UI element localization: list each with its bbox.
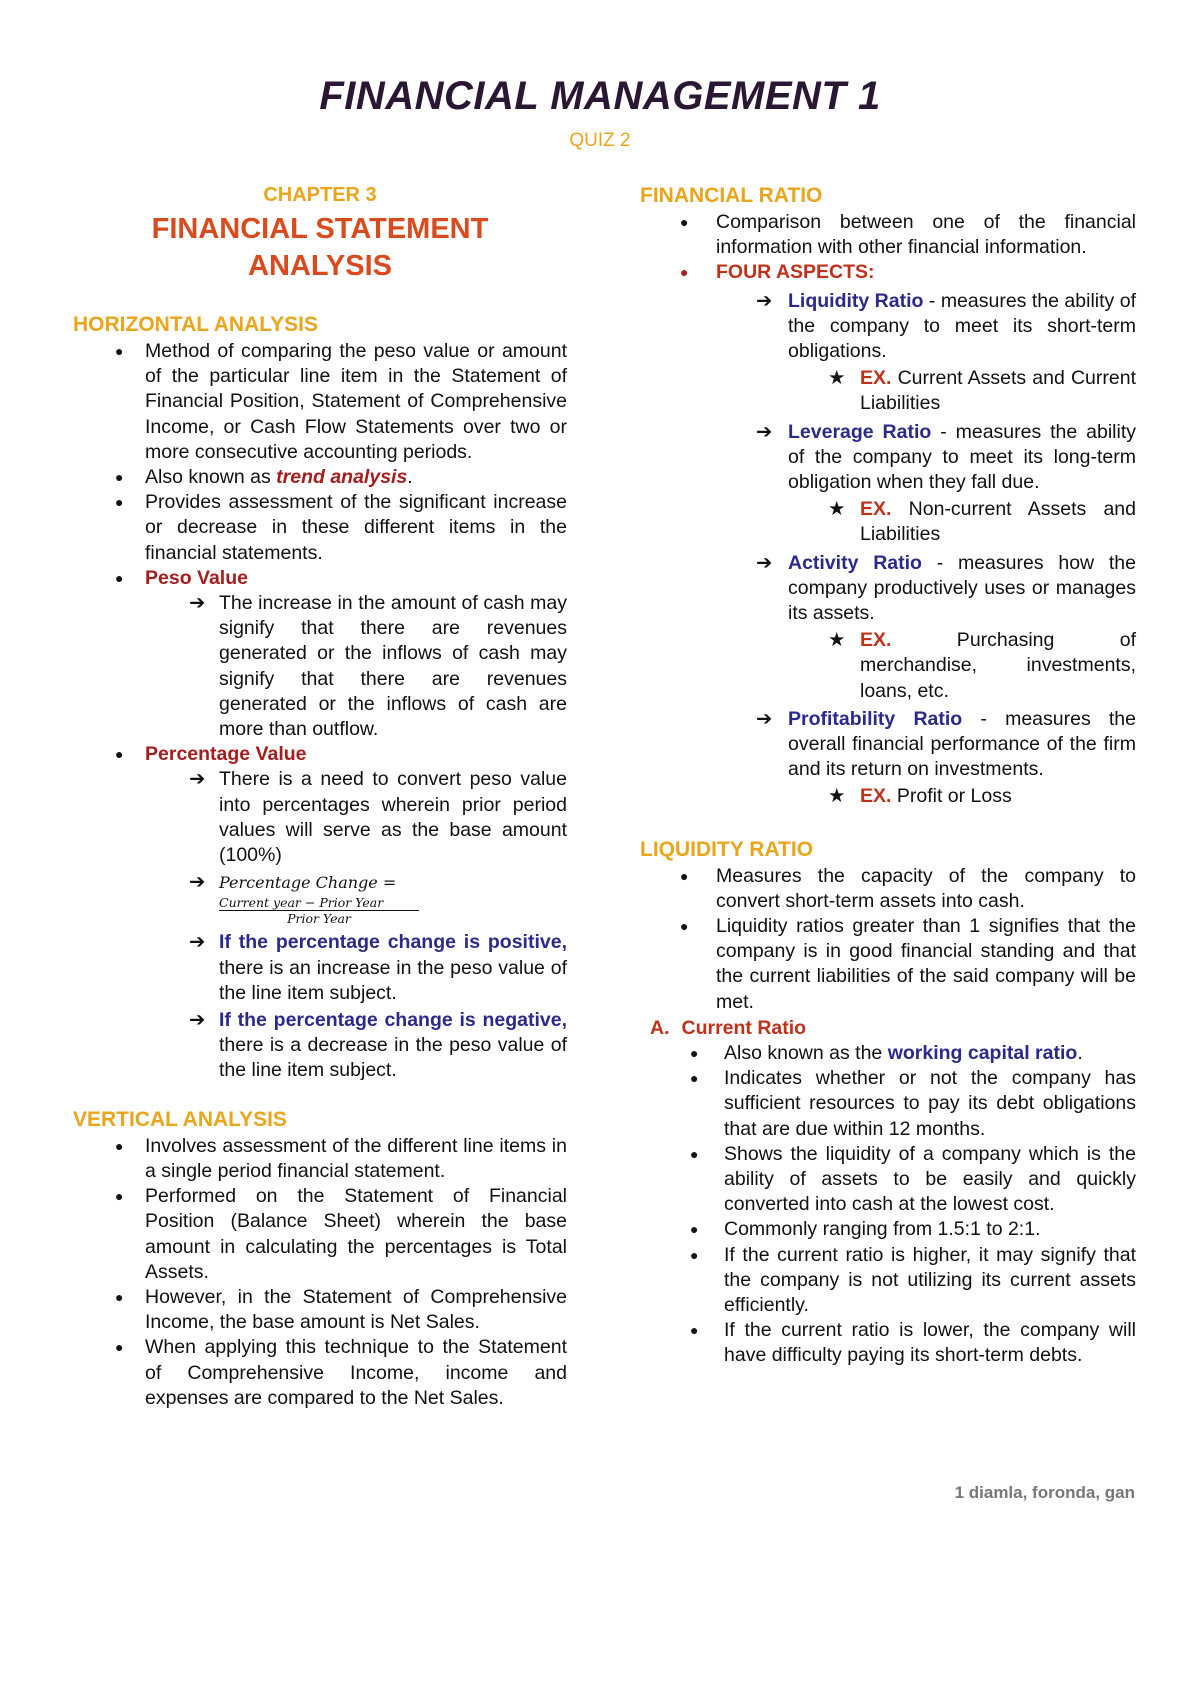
list-item: ● Indicates whether or not the company has sufficient resources to pay its debt obligations that are due within 12 months.: [690, 1067, 1136, 1140]
bullet-icon: ●: [690, 1246, 699, 1263]
list-item: ● Provides assessment of the significant increase or decrease in these different items in the financial statements.: [115, 491, 567, 564]
list-item: ★ EX. Profit or Loss: [640, 784, 1136, 809]
bullet-icon: ●: [115, 746, 124, 763]
list-item: ➔ Activity Ratio - measures how the company productively uses or manages its assets.: [756, 551, 1136, 625]
chapter-title: [73, 211, 567, 285]
formula-denominator: Prior Year: [287, 911, 351, 927]
arrow-icon: ➔: [756, 551, 773, 574]
list-item: ● Commonly ranging from 1.5:1 to 2:1.: [640, 1217, 1136, 1242]
trend-analysis-term: trend analysis: [276, 466, 408, 489]
list-item: ● If the current ratio is lower, the company will have difficulty paying its short-term debts.: [690, 1319, 1136, 1367]
list-item: ● Liquidity ratios greater than 1 signifies that the company is in good financial standing and that the current liabilities of the said company will be met.: [680, 915, 1136, 1013]
horizontal-analysis-list: [73, 339, 567, 1084]
bullet-icon: ●: [690, 1044, 699, 1061]
chapter-label: CHAPTER 3: [263, 184, 377, 206]
financial-ratio-heading: FINANCIAL RATIO: [640, 184, 823, 207]
list-item: ➔ Leverage Ratio - measures the ability of the company to meet its long-term obligation when they fall due.: [756, 420, 1136, 494]
page-title: FINANCIAL MANAGEMENT 1: [319, 74, 881, 118]
bullet-icon: ●: [115, 1137, 124, 1154]
list-item: ● Also known as the working capital ratio.: [640, 1041, 1136, 1066]
list-item: ➔ Profitability Ratio - measures the overall financial performance of the firm and its return on investments.: [756, 707, 1136, 781]
list-item: ● Comparison between one of the financial information with other financial information.: [680, 211, 1136, 259]
financial-ratio-list: [640, 210, 1136, 810]
list-item: ● Involves assessment of the different line items in a single period financial statement.: [115, 1134, 567, 1182]
bullet-icon: ●: [115, 1288, 124, 1305]
percentage-value-heading: Percentage Value: [145, 743, 307, 766]
bullet-icon: ●: [690, 1322, 699, 1339]
star-icon: ★: [828, 629, 846, 652]
bullet-icon: ●: [115, 1339, 124, 1356]
list-item: ● When applying this technique to the Statement of Comprehensive Income, income and expenses are compared to the Net Sales.: [115, 1336, 567, 1409]
list-item: ● Measures the capacity of the company to convert short-term assets into cash.: [680, 864, 1136, 912]
bullet-icon: ●: [680, 214, 689, 230]
formula-item: [73, 870, 567, 926]
list-item: [73, 566, 567, 591]
four-aspects-label: FOUR ASPECTS:: [716, 261, 875, 284]
horizontal-analysis-heading: HORIZONTAL ANALYSIS: [73, 313, 319, 336]
list-item: ● Performed on the Statement of Financial Position (Balance Sheet) wherein the base amount in calculating the percentages is Total Assets.: [115, 1185, 567, 1283]
arrow-icon: ➔: [189, 931, 206, 954]
arrow-icon: ➔: [756, 289, 773, 312]
left-column: [73, 184, 567, 1411]
bullet-icon: ●: [115, 494, 124, 511]
list-item: ➔ If the percentage change is negative, there is a decrease in the peso value of the line item subject.: [189, 1009, 567, 1082]
chapter-title-line2: ANALYSIS: [248, 250, 392, 282]
list-item: ★ EX. Purchasing of merchandise, investments, loans, etc.: [828, 629, 1136, 702]
arrow-icon: ➔: [189, 1009, 206, 1032]
liquidity-ratio-heading: LIQUIDITY RATIO: [640, 837, 814, 861]
vertical-analysis-heading: VERTICAL ANALYSIS: [73, 1107, 287, 1131]
list-item: ➔ If the percentage change is positive, there is an increase in the peso value of the line item subject.: [189, 931, 567, 1004]
list-item: ➔ Liquidity Ratio - measures the ability of the company to meet its short-term obligations.: [756, 289, 1136, 363]
list-item: ★ EX. Non-current Assets and Liabilities: [828, 498, 1136, 546]
page-footer: 1 diamla, foronda, gan: [954, 1483, 1135, 1502]
list-item: ➔ There is a need to convert peso value into percentages wherein prior period values will serve as the base amount (100%): [189, 768, 567, 867]
list-item: ● If the current ratio is higher, it may signify that the company is not utilizing its current assets efficiently.: [690, 1243, 1136, 1316]
bullet-icon: ●: [690, 1145, 699, 1162]
bullet-icon: ●: [115, 1188, 124, 1205]
arrow-icon: ➔: [189, 592, 206, 615]
bullet-icon: ●: [680, 867, 689, 884]
arrow-icon: ➔: [756, 707, 773, 730]
right-column: [640, 184, 1136, 1369]
arrow-icon: ➔: [189, 871, 206, 894]
liquidity-ratio-list: [640, 864, 1136, 1015]
bullet-icon: ●: [115, 469, 124, 486]
bullet-icon: ●: [115, 569, 124, 586]
list-item: ● Method of comparing the peso value or amount of the particular line item in the Statement of Financial Position, Statement of Comprehensive Income, or Cash Flow Statements over two or more consecutive accounting periods.: [115, 340, 567, 463]
list-item: ● However, in the Statement of Comprehensive Income, the base amount is Net Sales.: [115, 1285, 567, 1334]
current-ratio-heading: A. Current Ratio: [650, 1016, 807, 1039]
bullet-icon: ●: [680, 918, 689, 935]
list-item: ★ EX. Current Assets and Current Liabilities: [828, 367, 1136, 415]
peso-value-heading: Peso Value: [145, 566, 248, 589]
list-item: ● Also known as trend analysis.: [73, 465, 567, 490]
formula-fraction: [219, 895, 567, 926]
star-icon: ★: [828, 498, 846, 521]
star-icon: ★: [828, 785, 846, 808]
list-item: [73, 742, 567, 767]
arrow-icon: ➔: [189, 768, 206, 791]
chapter-title-line1: FINANCIAL STATEMENT: [151, 213, 489, 245]
bullet-icon: ●: [690, 1221, 699, 1238]
page-subtitle: QUIZ 2: [569, 130, 631, 151]
star-icon: ★: [828, 367, 846, 390]
current-ratio-list: [640, 1041, 1136, 1369]
vertical-analysis-list: [73, 1134, 567, 1411]
formula-numerator: Current year − Prior Year: [219, 895, 419, 911]
bullet-icon: ●: [115, 343, 124, 359]
list-item: ➔ The increase in the amount of cash may signify that there are revenues generated or the inflows of cash may signify that there are revenues generated or the inflows of cash are more than outflow.: [189, 592, 567, 741]
bullet-icon: ●: [680, 264, 689, 281]
list-item: ● Shows the liquidity of a company which is the ability of assets to be easily and quickly converted into cash at the lowest cost.: [690, 1142, 1136, 1216]
formula-lhs: Percentage Change =: [219, 873, 397, 893]
list-item: [640, 260, 1136, 285]
arrow-icon: ➔: [756, 420, 773, 443]
bullet-icon: ●: [690, 1070, 699, 1087]
